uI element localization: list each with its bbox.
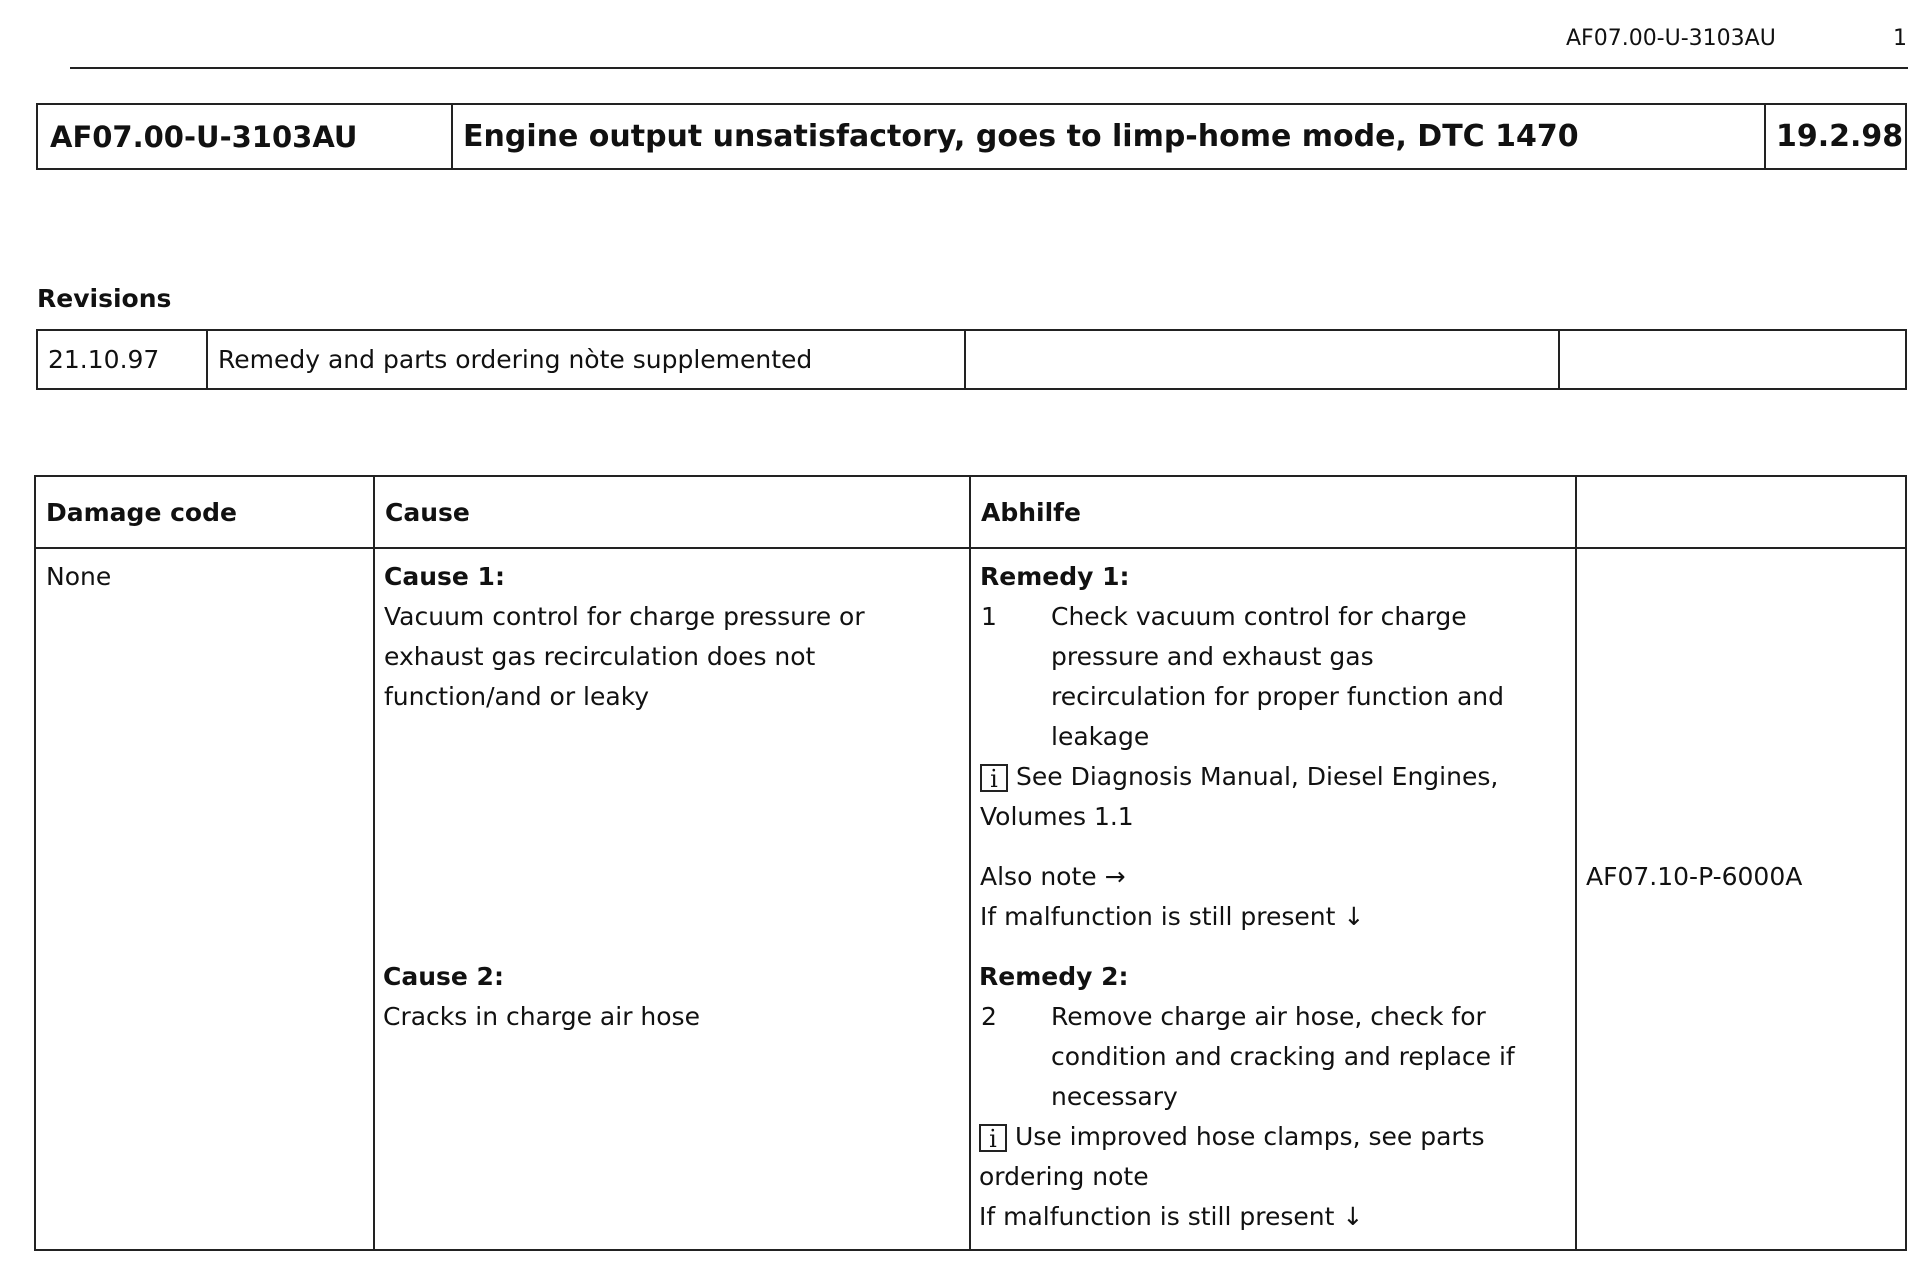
remedy1-info-text1: See Diagnosis Manual, Diesel Engines, [1016,762,1499,791]
revision-row [37,330,1906,389]
revisions-table [36,329,1907,390]
table-header-row [35,476,1906,548]
remedy2-step-line1: Remove charge air hose, check for [1051,1002,1486,1031]
page-number: 1 [1893,26,1907,51]
remedy-cell [970,548,1576,1250]
table-body-row [35,548,1906,1250]
revisions-heading: Revisions [37,284,172,313]
remedy1-step-line1: Check vacuum control for charge [1051,602,1467,631]
cause2-line1: Cracks in charge air hose [383,1002,700,1031]
cause2-label: Cause 2: [383,962,504,991]
revision-date: 21.10.97 [37,330,207,389]
reference-link[interactable]: AF07.10-P-6000A [1586,862,1803,891]
title-table [36,103,1907,170]
reference-cell [1576,548,1906,1250]
header-cause: Cause [374,476,970,548]
remedy1-step-line2: pressure and exhaust gas [1051,642,1374,671]
remedy2-info-line2: ordering note [979,1162,1149,1191]
remedy1-step-number: 1 [981,602,997,631]
damage-code-value: None [46,562,112,591]
header-remedy: Abhilfe [970,476,1576,548]
remedy1-also-note: Also note → [980,862,1126,891]
remedy1-step [981,597,1551,767]
remedy1-info-line1 [980,757,1498,797]
cause1-line2: exhaust gas recirculation does not [384,642,816,671]
remedy2-step-number: 2 [981,1002,997,1031]
remedy1-step-line4: leakage [1051,722,1150,751]
remedy1-info-line2: Volumes 1.1 [980,802,1134,831]
remedy2-label: Remedy 2: [979,962,1129,991]
remedy2-info-line1 [979,1117,1485,1157]
remedy1-step-line3: recirculation for proper function and [1051,682,1505,711]
cause1-label: Cause 1: [384,562,505,591]
damage-code-cell [35,548,374,1250]
remedy2-info-text1: Use improved hose clamps, see parts [1015,1122,1485,1151]
page-title: Engine output unsatisfactory, goes to limp-home mode, DTC 1470 [452,104,1765,169]
title-date: 19.2.98 [1765,104,1906,169]
revision-col3 [965,330,1559,389]
remedy2-if-malfunction: If malfunction is still present ↓ [979,1202,1364,1231]
diagnosis-table [34,475,1907,1251]
revision-col4 [1559,330,1906,389]
remedy2-step [981,997,1551,1127]
title-doc-id: AF07.00-U-3103AU [37,104,452,169]
remedy1-if-malfunction: If malfunction is still present ↓ [980,902,1365,931]
remedy2-step-line2: condition and cracking and replace if [1051,1042,1515,1071]
cause1-line3: function/and or leaky [384,682,650,711]
header-divider [70,67,1908,69]
info-icon: i [979,1124,1007,1152]
cause1-line1: Vacuum control for charge pressure or [384,602,865,631]
header-damage-code: Damage code [35,476,374,548]
info-icon: i [980,764,1008,792]
cause-cell [374,548,970,1250]
header-doc-id: AF07.00-U-3103AU [1566,26,1776,51]
remedy1-label: Remedy 1: [980,562,1130,591]
revision-description: Remedy and parts ordering nòte supplemented [207,330,965,389]
remedy2-step-line3: necessary [1051,1082,1178,1111]
header-reference [1576,476,1906,548]
